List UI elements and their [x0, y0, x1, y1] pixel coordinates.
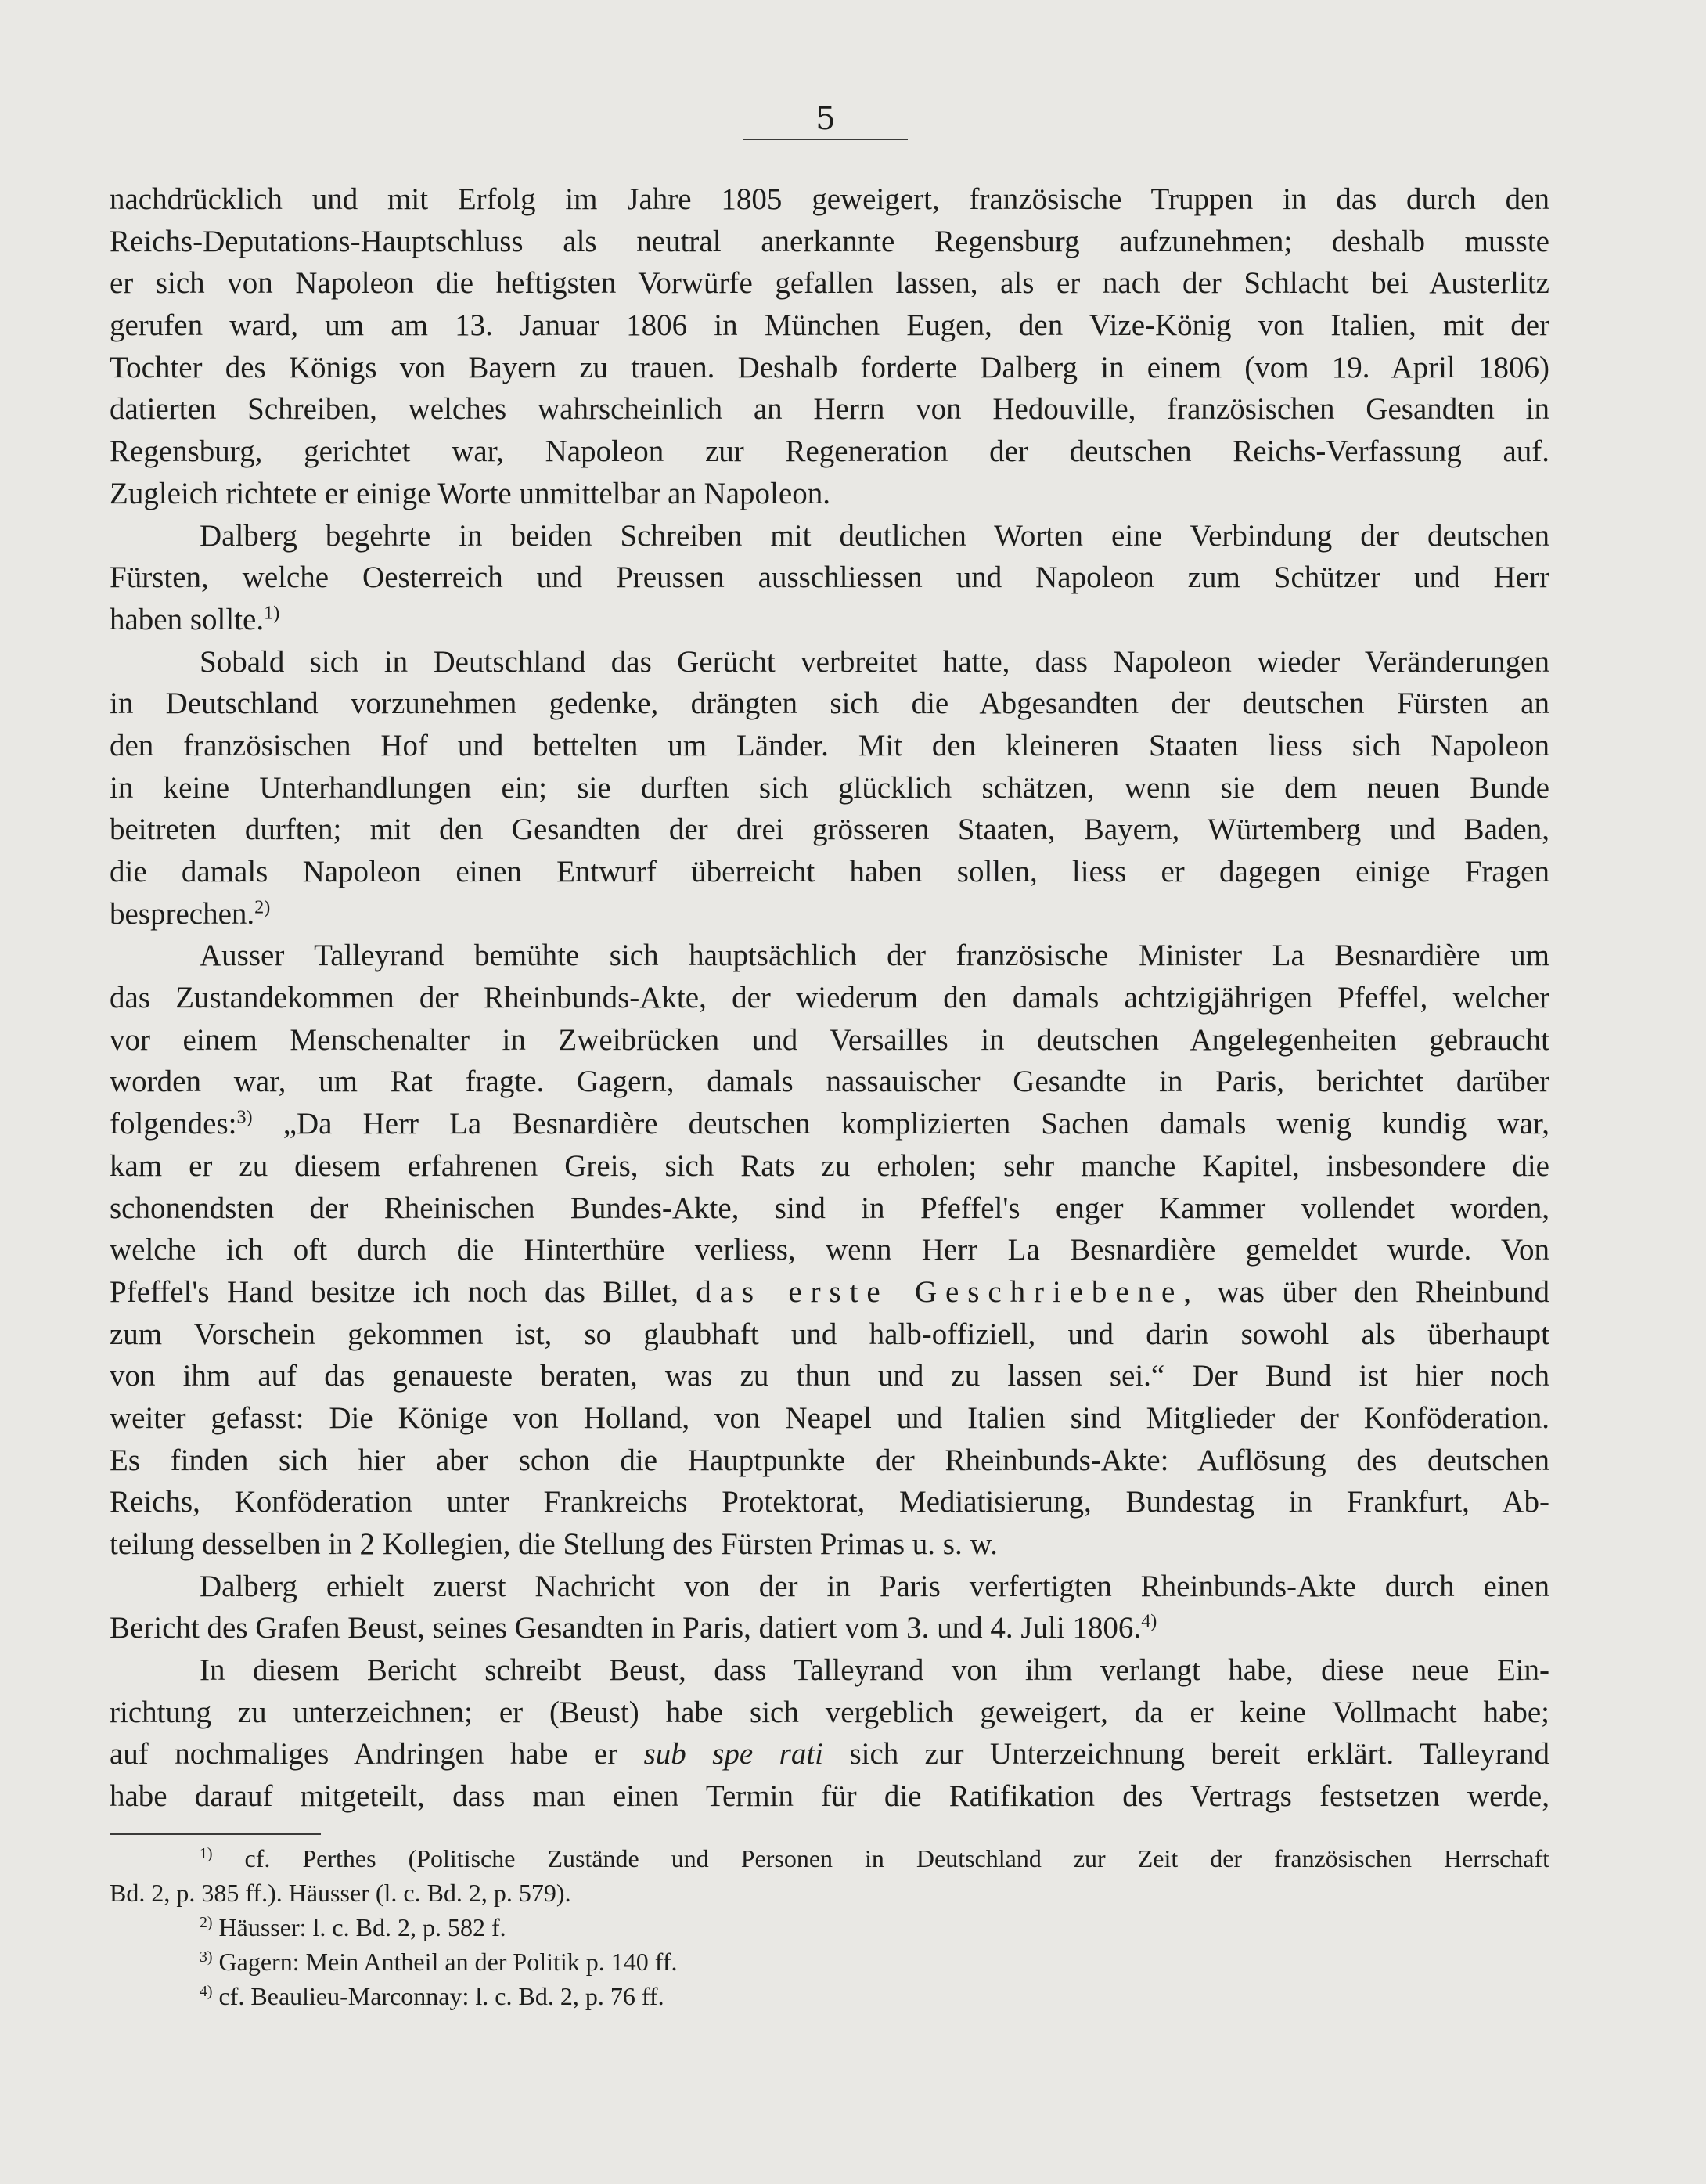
- text-run: Bericht des Grafen Beust, seines Gesandten in Paris, datiert vom 3. und 4. Juli 1806.: [110, 1611, 1142, 1645]
- text-line: teilung desselben in 2 Kollegien, die Stellung des Fürsten Primas u. s. w.: [110, 1527, 998, 1561]
- text-line: das Zustandekommen der Rheinbunds-Akte, der wiederum den damals achtzigjährigen Pfeffel, welcher: [110, 981, 1549, 1015]
- emphasis-spaced: das erste Geschriebene,: [696, 1274, 1200, 1309]
- footnote-ref-1: 1): [264, 602, 280, 624]
- footnote-1-continued: Bd. 2, p. 385 ff.). Häusser (l. c. Bd. 2, p. 579).: [110, 1879, 571, 1907]
- footnote-mark: 1): [200, 1845, 213, 1863]
- footnote-mark: 2): [200, 1914, 213, 1932]
- text-line: Dalberg begehrte in beiden Schreiben mit deutlichen Worten eine Verbindung der deutschen: [200, 518, 1549, 553]
- text-run: besprechen.: [110, 896, 255, 931]
- text-line: welche ich oft durch die Hinterthüre verliess, wenn Herr La Besnardière gemeldet wurde. Von: [110, 1233, 1549, 1267]
- text-line: [110, 1103, 1549, 1145]
- text-line: datierten Schreiben, welches wahrscheinlich an Herrn von Hedouville, französischen Gesandten in: [110, 392, 1549, 427]
- footnote-text: cf. Beaulieu-Marconnay: l. c. Bd. 2, p. 76 ff.: [218, 1982, 664, 2010]
- text-line: schonendsten der Rheinischen Bundes-Akte, sind in Pfeffel's enger Kammer vollendet worden,: [110, 1191, 1549, 1225]
- text-line: von ihm auf das genaueste beraten, was zu thun und zu lassen sei.“ Der Bund ist hier noch: [110, 1359, 1549, 1393]
- text-line: Dalberg erhielt zuerst Nachricht von der in Paris verfertigten Rheinbunds-Akte durch einen: [200, 1569, 1549, 1603]
- text-line: [110, 893, 1549, 935]
- body-text: [110, 178, 1549, 1818]
- text-run: „Da Herr La Besnardière deutschen komplizierten Sachen damals wenig kundig war,: [283, 1107, 1549, 1141]
- footnote-3: [110, 1944, 1549, 1979]
- text-line: habe darauf mitgeteilt, dass man einen Termin für die Ratifikation des Vertrags festsetzen werde,: [110, 1779, 1549, 1814]
- text-line: zum Vorschein gekommen ist, so glaubhaft und halb-offiziell, und darin sowohl als überhaupt: [110, 1317, 1549, 1351]
- text-line: den französischen Hof und bettelten um Länder. Mit den kleineren Staaten liess sich Napoleon: [110, 728, 1549, 762]
- text-line: in Deutschland vorzunehmen gedenke, drängten sich die Abgesandten der deutschen Fürsten an: [110, 687, 1549, 721]
- footnote-ref-2: 2): [254, 896, 271, 918]
- text-line: in keine Unterhandlungen ein; sie durften sich glücklich schätzen, wenn sie dem neuen Bunde: [110, 770, 1549, 805]
- footnote-text: cf. Perthes (Politische Zustände und Personen in Deutschland zur Zeit der französischen Herrschaft: [244, 1844, 1550, 1872]
- footnote-1: [110, 1841, 1549, 1876]
- text-line: Ausser Talleyrand bemühte sich hauptsächlich der französische Minister La Besnardière um: [200, 939, 1549, 973]
- latin-phrase: sub spe rati: [643, 1737, 823, 1771]
- text-line: [110, 1607, 1549, 1649]
- text-line: richtung zu unterzeichnen; er (Beust) habe sich vergeblich geweigert, da er keine Vollmacht habe;: [110, 1695, 1549, 1729]
- footnote-ref-4: 4): [1141, 1611, 1157, 1633]
- text-line: Reichs, Konföderation unter Frankreichs Protektorat, Mediatisierung, Bundestag in Frankfurt, Ab-: [110, 1485, 1549, 1519]
- footnote-text: Häusser: l. c. Bd. 2, p. 582 f.: [218, 1913, 506, 1941]
- text-line: [110, 1271, 1549, 1314]
- footnote-mark: 3): [200, 1948, 213, 1966]
- text-line: Zugleich richtete er einige Worte unmittelbar an Napoleon.: [110, 476, 830, 510]
- text-line: Es finden sich hier aber schon die Hauptpunkte der Rheinbunds-Akte: Auflösung des deutschen: [110, 1443, 1549, 1477]
- text-run: was über den Rheinbund: [1217, 1274, 1550, 1309]
- text-run: Pfeffel's Hand besitze ich noch das Billet,: [110, 1274, 678, 1309]
- footnote-ref-3: 3): [236, 1106, 253, 1128]
- text-line: [110, 599, 1549, 641]
- text-line: beitreten durften; mit den Gesandten der drei grösseren Staaten, Bayern, Würtemberg und Baden,: [110, 813, 1549, 847]
- text-line: Fürsten, welche Oesterreich und Preussen ausschliessen und Napoleon zum Schützer und Herr: [110, 560, 1549, 595]
- text-run: sich zur Unterzeichnung bereit erklärt. Talleyrand: [849, 1737, 1550, 1771]
- text-line: In diesem Bericht schreibt Beust, dass Talleyrand von ihm verlangt habe, diese neue Ein-: [200, 1653, 1549, 1688]
- text-run: folgendes:: [110, 1107, 237, 1141]
- footnote-mark: 4): [200, 1983, 213, 2001]
- text-line: worden war, um Rat fragte. Gagern, damals nassauischer Gesandte in Paris, berichtet darüber: [110, 1065, 1549, 1099]
- text-line: weiter gefasst: Die Könige von Holland, von Neapel und Italien sind Mitglieder der Konföderation.: [110, 1400, 1549, 1435]
- text-line: gerufen ward, um am 13. Januar 1806 in München Eugen, den Vize-König von Italien, mit der: [110, 308, 1549, 343]
- footnote-text: Gagern: Mein Antheil an der Politik p. 140 ff.: [218, 1948, 678, 1976]
- text-line: nachdrücklich und mit Erfolg im Jahre 1805 geweigert, französische Truppen in das durch den: [110, 182, 1549, 216]
- text-line: die damals Napoleon einen Entwurf überreicht haben sollen, liess er dagegen einige Fragen: [110, 855, 1549, 888]
- text-line: vor einem Menschenalter in Zweibrücken und Versailles in deutschen Angelegenheiten gebraucht: [110, 1022, 1549, 1057]
- footnotes: [110, 1841, 1549, 2013]
- text-line: Sobald sich in Deutschland das Gerücht verbreitet hatte, dass Napoleon wieder Veränderungen: [200, 644, 1549, 679]
- footnote-rule: [110, 1833, 321, 1835]
- text-line: kam er zu diesem erfahrenen Greis, sich Rats zu erholen; sehr manche Kapitel, insbesondere die: [110, 1148, 1549, 1183]
- page-number: 5: [815, 101, 836, 137]
- page-number-rule: [743, 139, 908, 140]
- footnote-4: [110, 1979, 1549, 2013]
- text-line: Regensburg, gerichtet war, Napoleon zur Regeneration der deutschen Reichs-Verfassung auf.: [110, 434, 1549, 469]
- text-line: Tochter des Königs von Bayern zu trauen. Deshalb forderte Dalberg in einem (vom 19. April 1806): [110, 350, 1549, 384]
- footnote-2: [110, 1910, 1549, 1944]
- text-line: Reichs-Deputations-Hauptschluss als neutral anerkannte Regensburg aufzunehmen; deshalb musste: [110, 224, 1549, 258]
- text-run: auf nochmaliges Andringen habe er: [110, 1737, 618, 1771]
- text-run: haben sollte.: [110, 602, 265, 636]
- text-line: er sich von Napoleon die heftigsten Vorwürfe gefallen lassen, als er nach der Schlacht bei Austerlitz: [110, 266, 1549, 301]
- text-line: [110, 1733, 1549, 1775]
